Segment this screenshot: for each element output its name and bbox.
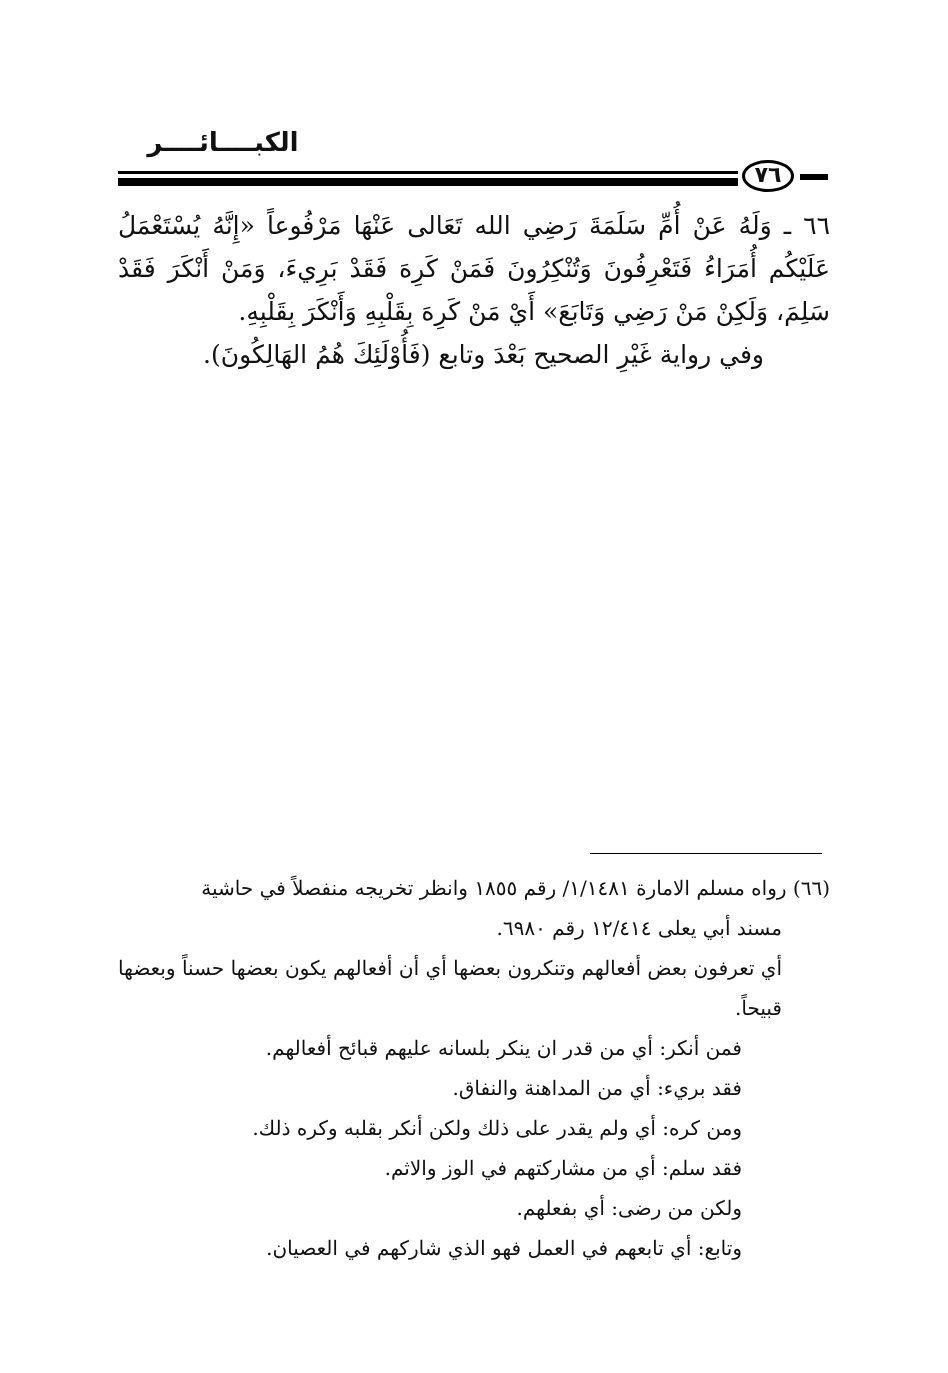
gloss-list — [118, 1028, 830, 1268]
footnote-citation-cont: مسند أبي يعلى ١٢/٤١٤ رقم ٦٩٨٠. — [496, 916, 782, 940]
hadith-variant: وفي رواية غَيْرِ الصحيح بَعْدَ وتابع (فَأُوْلَئِكَ هُمُ الهَالِكُونَ). — [203, 340, 764, 369]
gloss-item: فقد سلم: أي من مشاركتهم في الوز والاثم. — [384, 1156, 742, 1180]
gloss-item: فقد بريء: أي من المداهنة والنفاق. — [452, 1076, 742, 1100]
header-rule-thin — [118, 171, 738, 174]
gloss-item: ومن كره: أي ولم يقدر على ذلك ولكن أنكر بقلبه وكره ذلك. — [252, 1116, 742, 1140]
footnotes — [118, 868, 830, 1268]
footnote-separator — [590, 853, 822, 854]
page-number: ٧٦ — [742, 160, 794, 192]
header-rule-right — [800, 174, 828, 180]
gloss-item: فمن أنكر: أي من قدر ان ينكر بلسانه عليهم قبائح أفعالهم. — [265, 1036, 742, 1060]
footnote-explanation: أي تعرفون بعض أفعالهم وتنكرون بعضها أي أن أفعالهم يكون بعضها حسناً وبعضها قبيحاً. — [118, 956, 782, 1020]
footnote-citation: (٦٦) رواه مسلم الامارة ١/١٤٨١/ رقم ١٨٥٥ وانظر تخريجه منفصلاً في حاشية — [201, 876, 830, 900]
gloss-item: وتابع: أي تابعهم في العمل فهو الذي شاركهم في العصيان. — [266, 1236, 742, 1260]
gloss-item: ولكن من رضى: أي بفعلهم. — [516, 1196, 742, 1220]
hadith-narration: ٦٦ ـ وَلَهُ عَنْ أُمِّ سَلَمَةَ رَضِي الله تَعَالى عَنْهَا مَرْفُوعاً «إِنَّهُ يُسْتَعْمَلُ عَلَيْكُم أُمَرَاءُ فَتَعْرِفُونَ وَتُنْكِرُونَ فَمَنْ كَرِهَ فَقَدْ بَرِيءَ، وَمَنْ أَنْكَرَ فَقَدْ سَلِمَ، وَلَكِنْ مَنْ رَضِي وَتَابَعَ» أَيْ مَنْ كَرِهَ بِقَلْبِهِ وَأَنْكَرَ بِقَلْبِهِ. — [118, 211, 830, 326]
running-title: الكبــــائــــر — [147, 128, 299, 158]
main-text — [118, 204, 830, 376]
header-rule-thick — [118, 178, 738, 186]
